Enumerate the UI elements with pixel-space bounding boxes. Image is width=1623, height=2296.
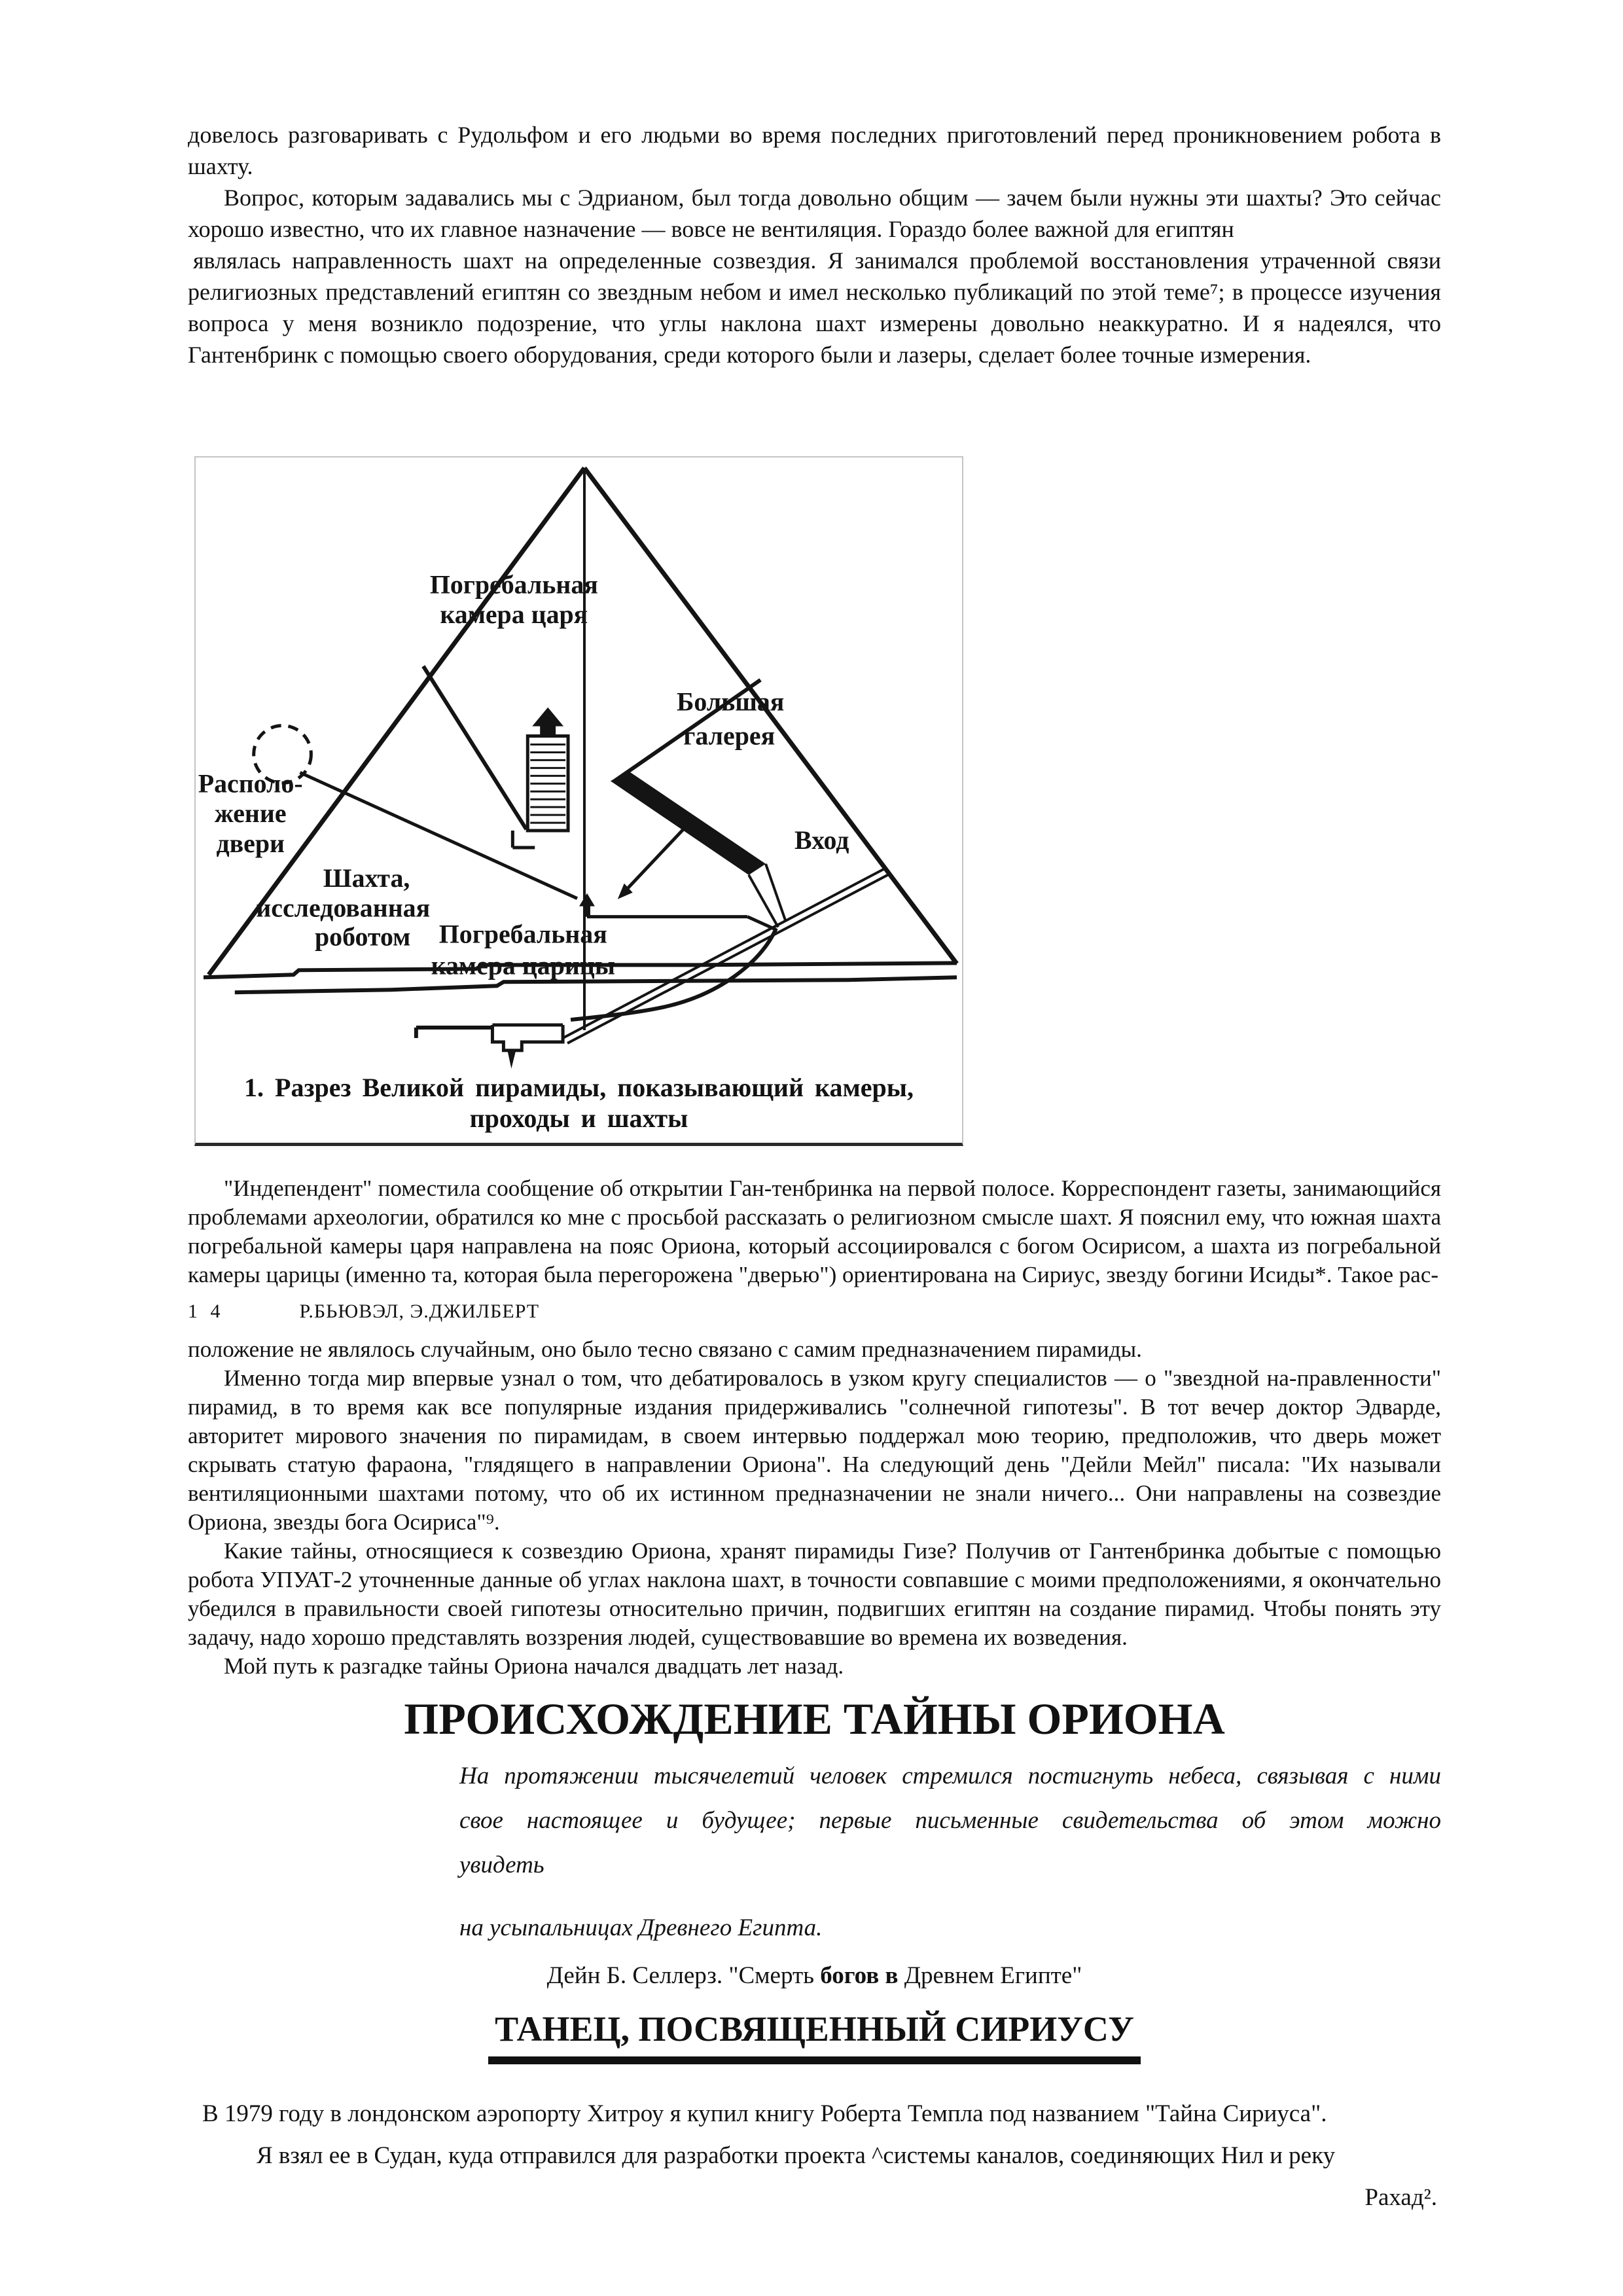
- chapter-heading: ТАНЕЦ, ПОСВЯЩЕННЫЙ СИРИУСУ: [488, 2009, 1141, 2064]
- paragraph: Вопрос, которым задавались мы с Эдрианом, был тогда довольно общим — зачем были нужны эти шахты? Это сейчас хорошо известно, что их главное назначение — вовсе не вентиляция. Гораздо более важной для египтян: [188, 185, 1441, 242]
- running-title: Р.БЬЮВЭЛ, Э.ДЖИЛБЕРТ: [299, 1300, 540, 1322]
- grand-gallery-label: Большая: [677, 687, 785, 717]
- epigraph: [459, 1754, 1441, 1950]
- queen-chamber-label: камера царицы: [431, 950, 615, 980]
- pyramid-diagram: [196, 457, 962, 1071]
- caption-line: 1. Разрез Великой пирамиды, показывающий камеры,: [244, 1072, 914, 1102]
- paragraph: положение не являлось случайным, оно было тесно связано с самим предназначением пирамиды.: [188, 1336, 1142, 1362]
- paragraph: Именно тогда мир впервые узнал о том, что дебатировалось в узком кругу специалистов — о "звездной на-правленности" пирамид, в то время как все популярные издания придерживались "солнечной гипотезы". В тот вечер доктор Эдварде, авторитет мирового значения по пирамидам, в своем интервью поддержал мою теорию, предположив, что дверь может скрывать статую фараона, "глядящего в направлении Ориона". На следующий день "Дейли Мейл" писала: "Их называли вентиляционными шахтами потому, что об их истинном предназначении не знали ничего... Они направлены на созвездие Ориона, звезды бога Осириса"⁹.: [188, 1365, 1441, 1535]
- grand-gallery-label: галерея: [683, 721, 776, 751]
- robot-shaft-label: исследованная: [256, 893, 431, 923]
- attribution: [188, 1961, 1441, 1991]
- queen-chamber-label: Погребальная: [438, 919, 607, 949]
- attribution-text: Дейн Б. Селлерз. "Смерть: [546, 1962, 821, 1989]
- door-location-label: Располо-: [198, 768, 303, 798]
- pointer-arrow: [618, 821, 692, 899]
- intro-text-block: [188, 119, 1441, 370]
- closing-line: Я взял ее в Судан, куда отправился для разработки проекта ^системы каналов, соединяющих Нил и реку: [257, 2142, 1336, 2169]
- king-chamber-label: Погребальная: [429, 569, 598, 600]
- door-location-label: жение: [214, 798, 287, 829]
- caption-line: проходы и шахты: [469, 1103, 688, 1133]
- epigraph-line: на усыпальницах Древнего Египта.: [459, 1914, 823, 1941]
- up-arrow-icon: [579, 893, 595, 917]
- attribution-text: Древнем Египте": [898, 1962, 1082, 1989]
- closing-line: Рахад².: [1364, 2184, 1437, 2211]
- closing-paragraph: [188, 2093, 1441, 2219]
- section-heading: ПРОИСХОЖДЕНИЕ ТАЙНЫ ОРИОНА: [404, 1694, 1225, 1744]
- closing-line: В 1979 году в лондонском аэропорту Хитроу я купил книгу Роберта Темпла под названием "Тайна Сириуса".: [202, 2100, 1327, 2127]
- robot-shaft-label: Шахта,: [323, 863, 410, 893]
- paragraph: Мой путь к разгадке тайны Ориона начался двадцать лет назад.: [224, 1653, 844, 1679]
- epigraph-line: свое настоящее и будущее; первые письменные свидетельства об этом можно: [459, 1807, 1441, 1834]
- king-chamber-structure: [512, 708, 568, 848]
- epigraph-line: увидеть: [459, 1852, 544, 1878]
- page-number: 1 4: [188, 1300, 224, 1322]
- up-arrow-icon: [532, 708, 563, 736]
- robot-shaft-label: роботом: [314, 922, 411, 952]
- paragraph: довелось разговаривать с Рудольфом и его людьми во время последних приготовлений перед проникновением робота в шахту.: [188, 122, 1441, 179]
- body-text-block: [188, 1174, 1441, 2219]
- entrance-label: Вход: [794, 825, 849, 855]
- subterranean-chamber: [416, 1025, 563, 1069]
- epigraph-line: На протяжении тысячелетий человек стремился постигнуть небеса, связывая с ними: [459, 1763, 1441, 1789]
- paragraph: Какие тайны, относящиеся к созвездию Ориона, хранят пирамиды Гизе? Получив от Гантенбринка добытые с помощью робота УПУАТ-2 уточненные данные об углах наклона шахт, в точности совпавшие с моими предположениями, я окончательно убедился в правильности своей гипотезы относительно причин, подвигших египтян на создание пирамид. Чтобы понять эту задачу, надо хорошо представлять воззрения людей, существовавшие во времена их возведения.: [188, 1538, 1441, 1650]
- door-location-label: двери: [216, 828, 285, 858]
- attribution-bold-text: богов в: [820, 1962, 899, 1989]
- figure-caption: [196, 1071, 962, 1143]
- paragraph: "Индепендент" поместила сообщение об открытии Ган-тенбринка на первой полосе. Корреспондент газеты, занимающийся проблемами археологии, обратился ко мне с просьбой рассказать о религиозном смысле шахт. Я пояснил ему, что южная шахта погребальной камеры царя направлена на пояс Ориона, который ассоциировался с богом Осирисом, а шахта из погребальной камеры царицы (именно та, которая была перегорожена "дверью") ориентирована на Сириус, звезду богини Исиды*. Такое рас-: [188, 1175, 1441, 1287]
- running-header: [188, 1300, 1441, 1323]
- ascending-passage: [749, 864, 786, 927]
- king-chamber-label: камера царя: [440, 600, 588, 630]
- paragraph: являлась направленность шахт на определенные созвездия. Я занимался проблемой восстановления утраченной связи религиозных представлений египтян со звездным небом и имел несколько публикаций по этой теме⁷; в процессе изучения вопроса у меня возникло подозрение, что углы наклона шахт измерены довольно неаккуратно. И я надеялся, что Гантенбринк с помощью своего оборудования, среди которого были и лазеры, сделает более точные измерения.: [188, 247, 1441, 368]
- queen-chamber-passage: [579, 893, 776, 930]
- pyramid-figure: [194, 456, 963, 1146]
